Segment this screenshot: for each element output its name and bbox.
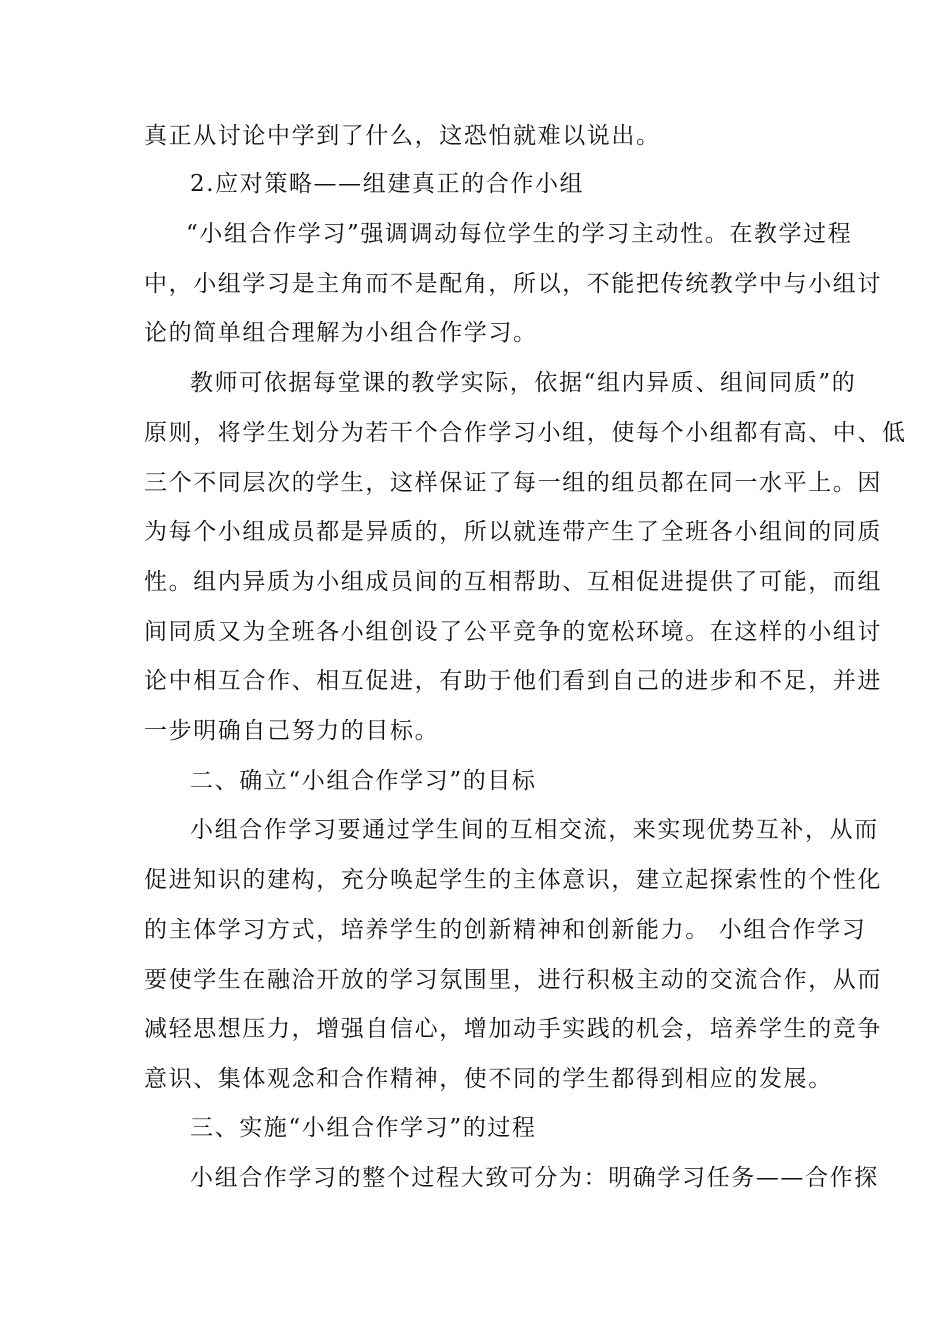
text-line: 一步明确自己努力的目标。 [144,718,440,744]
text-line: 真正从讨论中学到了什么，这恐怕就难以说出。 [144,123,661,149]
text-line: “小组合作学习”强调调动每位学生的学习主动性。在教学过程 [186,221,853,247]
text-line: 中，小组学习是主角而不是配角，所以，不能把传统教学中与小组讨 [144,271,882,297]
text-line: 论中相互合作、相互促进，有助于他们看到自己的进步和不足，并进 [144,668,882,694]
text-line: 小组合作学习的整个过程大致可分为：明确学习任务——合作探 [190,1165,879,1191]
section-heading: 2.应对策略——组建真正的合作小组 [190,171,585,197]
text-line: 小组合作学习要通过学生间的互相交流，来实现优势互补，从而 [190,817,879,843]
text-line: 减轻思想压力，增强自信心，增加动手实践的机会，培养学生的竞争 [144,1016,882,1042]
text-line: 论的简单组合理解为小组合作学习。 [144,320,538,346]
text-line: 要使学生在融洽开放的学习氛围里，进行积极主动的交流合作，从而 [144,967,882,993]
text-line: 为每个小组成员都是异质的，所以就连带产生了全班各小组间的同质 [144,519,882,545]
text-line: 性。组内异质为小组成员间的互相帮助、互相促进提供了可能，而组 [144,569,882,595]
text-line: 促进知识的建构，充分唤起学生的主体意识，建立起探索性的个性化 [144,867,882,893]
section-heading: 三、实施“小组合作学习”的过程 [190,1115,537,1141]
text-line: 三个不同层次的学生，这样保证了每一组的组员都在同一水平上。因 [144,470,882,496]
text-line: 原则，将学生划分为若干个合作学习小组，使每个小组都有高、中、低 [144,420,907,446]
text-line: 教师可依据每堂课的教学实际，依据“组内异质、组间同质”的 [190,370,857,396]
text-line: 意识、集体观念和合作精神，使不同的学生都得到相应的发展。 [144,1066,833,1092]
text-line: 的主体学习方式，培养学生的创新精神和创新能力。 小组合作学习 [144,917,867,943]
text-line: 间同质又为全班各小组创设了公平竞争的宽松环境。在这样的小组讨 [144,619,882,645]
section-heading: 二、确立“小组合作学习”的目标 [190,768,537,794]
